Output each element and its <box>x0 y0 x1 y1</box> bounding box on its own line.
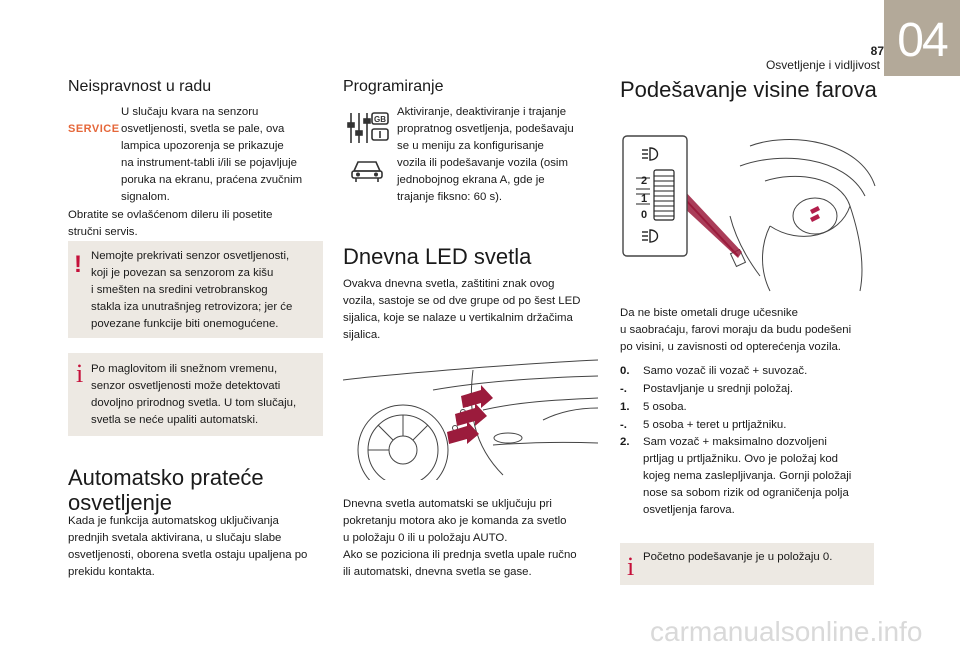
headlamp-adjust-heading: Podešavanje visine farova <box>620 77 877 102</box>
list-item: 1. 5 osoba. <box>620 401 687 413</box>
programming-heading: Programiranje <box>343 78 444 95</box>
list-item: -. 5 osoba + teret u prtljažniku. <box>620 419 787 431</box>
led-heading: Dnevna LED svetla <box>343 244 532 269</box>
info-icon: i <box>76 359 84 388</box>
watermark: carmanualsonline.info <box>650 616 923 647</box>
headlamp-adjust-illustration <box>620 126 880 296</box>
auto-lighting-text: Kada je funkcija automatskog uključivanja prednjih svetala aktivirana, u slučaju slabe osvetljenosti, oborena svetla ostaju upaljena po prekidu kontakta. <box>68 515 308 578</box>
led-lights-illustration <box>343 350 598 480</box>
headlamp-intro-text: Da ne biste ometali druge učesnike u saobraćaju, farovi moraju da budu podešeni po visini, u zavisnosti od opterećenja vozila. <box>620 307 852 353</box>
chapter-tab <box>884 0 960 76</box>
settings-sliders-icon <box>345 109 393 147</box>
gb-label: GB <box>374 115 386 124</box>
dial-label-2: 2 <box>640 175 648 187</box>
auto-lighting-heading: Automatsko prateće osvetljenje <box>68 465 264 515</box>
chapter-title: Osvetljenje i vidljivost <box>765 58 880 72</box>
malfunction-heading: Neispravnost u radu <box>68 78 212 95</box>
headlamp-info-text: Početno podešavanje je u položaju 0. <box>643 551 833 563</box>
list-item: 0. Samo vozač ili vozač + suvozač. <box>620 365 808 377</box>
chapter-number: 04 <box>897 14 947 67</box>
service-icon: SERVICE <box>68 123 120 135</box>
dealer-text: Obratite se ovlašćenom dileru ili posetite stručni servis. <box>68 209 273 238</box>
dial-label-1: 1 <box>640 193 648 205</box>
info-text: Po maglovitom ili snežnom vremenu, senzor osvetljenosti može detektovati dovoljno prirodnog svetla. U tom slučaju, svetla se neće upaliti automatski. <box>91 363 297 426</box>
page-number: 87 <box>870 44 884 58</box>
list-item: 2. Sam vozač + maksimalno dozvoljeni prtljag u prtljažniku. Ovo je položaj kod kojeg nema zaslepljivanja. Gornji položaji nose sa sobom rizik od ograničenja polja osvetljenja farova. <box>620 436 852 516</box>
malfunction-text: U slučaju kvara na senzoru osvetljenosti, svetla se pale, ova lampica upozorenja se prikazuje na instrument-tabli i/ili se pojavljuje poruka na ekranu, praćena zvučnim signalom. <box>121 106 303 203</box>
dial-label-0: 0 <box>640 209 648 221</box>
led-text: Ovakva dnevna svetla, zaštitini znak ovog vozila, sastoje se od dve grupe od po šest LED sijalica, koje se nalaze u vertikalnim držačima sijalica. <box>343 278 581 341</box>
led-auto-text: Dnevna svetla automatski se uključuju pri pokretanju motora ako je komanda za svetlo u položaju 0 ili u položaju AUTO. Ako se poziciona ili prednja svetla upale ručno ili automatski, dnevna svetla se gase. <box>343 498 577 578</box>
list-item: -. Postavljanje u srednji položaj. <box>620 383 794 395</box>
car-settings-icon <box>350 155 384 183</box>
programming-text: Aktiviranje, deaktiviranje i trajanje propratnog osvetljenja, podešavaju se u meniju za konfigurisanje vozila ili podešavanje vozila (osim jednobojnog ekrana A, gde je trajanje fiksno: 60 s). <box>397 106 574 203</box>
warning-text: Nemojte prekrivati senzor osvetljenosti, koji je povezan sa senzorom za kišu i smešten na sredini vetrobranskog stakla iza unutrašnjeg retrovizora; jer će povezane funkcije biti onemogućene. <box>91 250 293 330</box>
info-icon: i <box>627 552 635 581</box>
warning-icon: ! <box>74 251 82 278</box>
